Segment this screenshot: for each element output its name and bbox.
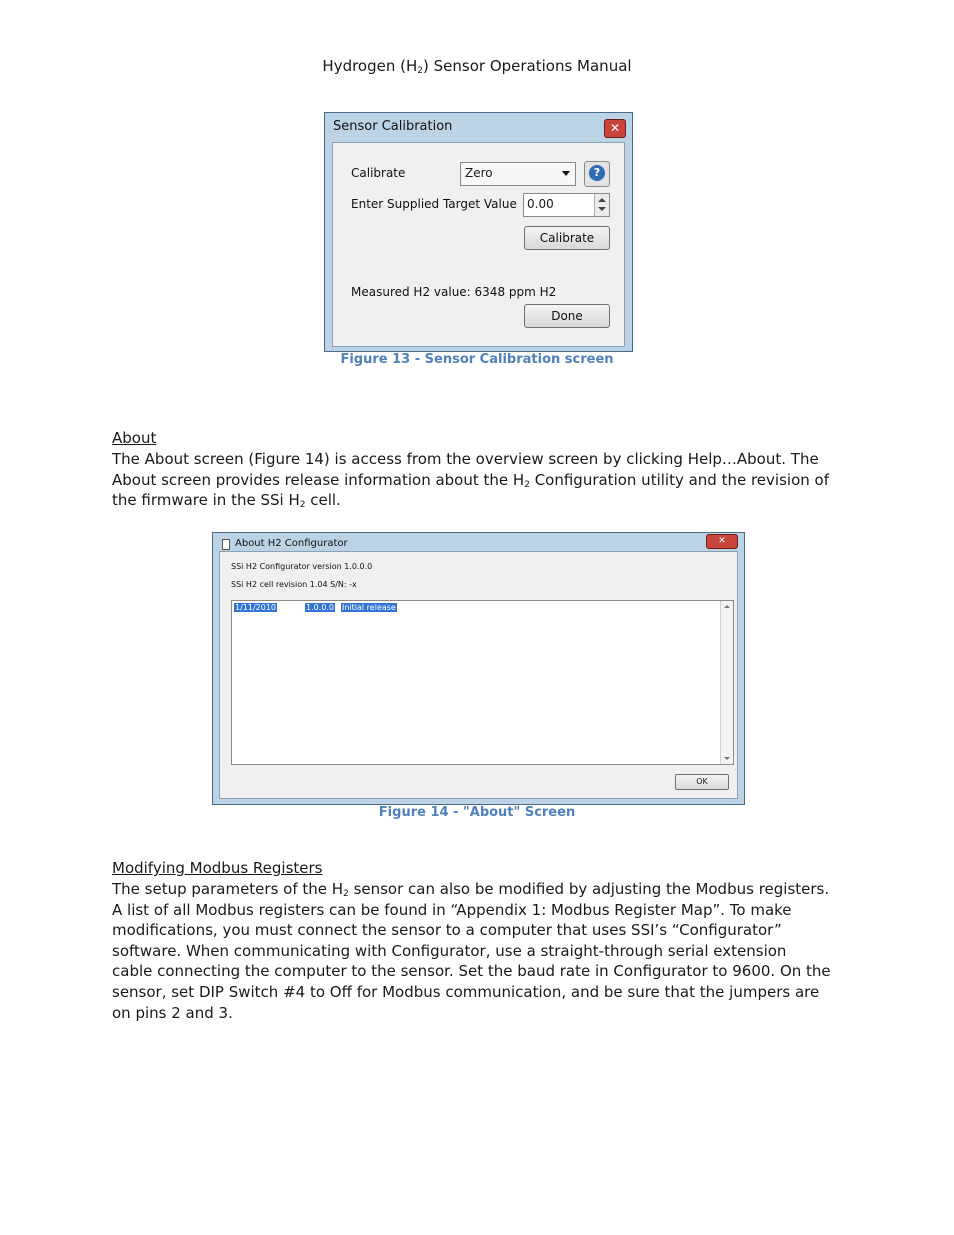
calibrate-button[interactable]: Calibrate bbox=[524, 226, 610, 250]
document-header: Hydrogen $(H_2)$ Sensor Operations Manual bbox=[322, 57, 632, 76]
close-icon[interactable]: ✕ bbox=[706, 534, 738, 549]
done-button[interactable]: Done bbox=[524, 304, 610, 328]
close-icon[interactable]: ✕ bbox=[604, 119, 626, 138]
modbus-line-7: on pins 2 and 3. bbox=[112, 1003, 233, 1022]
modbus-line-6: sensor, set DIP Switch #4 to Off for Modbus communication, and be sure that the jumpers are bbox=[112, 982, 820, 1001]
release-date: 1/11/2010 bbox=[235, 603, 277, 612]
cell-revision-text: SSi H2 cell revision 1.04 S/N: -x bbox=[231, 580, 357, 589]
dialog-client-area bbox=[332, 142, 625, 347]
release-history-list[interactable] bbox=[231, 600, 734, 765]
spin-down-icon[interactable] bbox=[598, 207, 606, 211]
help-button[interactable] bbox=[584, 161, 610, 187]
about-line-3: the firmware in the SSi $H_2$ cell. bbox=[112, 491, 341, 511]
modbus-line-3: modifications, you must connect the sensor to a computer that uses SSI’s “Configurator” bbox=[112, 921, 782, 940]
vertical-scrollbar[interactable] bbox=[720, 601, 733, 764]
help-icon: ? bbox=[589, 165, 605, 181]
spin-up-icon[interactable] bbox=[598, 198, 606, 202]
modbus-line-2: A list of all Modbus registers can be found in “Appendix 1: Modbus Register Map”. To make bbox=[112, 900, 792, 919]
about-heading: About bbox=[112, 429, 157, 447]
app-icon bbox=[222, 539, 230, 550]
figure-13-caption: Figure 13 - Sensor Calibration screen bbox=[340, 352, 614, 367]
ok-button[interactable]: OK bbox=[675, 774, 729, 790]
about-dialog bbox=[212, 532, 745, 805]
modbus-line-1: The setup parameters of the $H_2$ sensor can also be modified by adjusting the Modbus registers. bbox=[112, 880, 830, 899]
scroll-down-icon[interactable] bbox=[724, 757, 730, 760]
calibrate-select[interactable] bbox=[460, 162, 576, 186]
about-line-1: The About screen (Figure 14) is access from the overview screen by clicking Help…About. The bbox=[112, 450, 819, 468]
about-paragraph bbox=[112, 449, 842, 511]
target-value-label: Enter Supplied Target Value bbox=[351, 197, 517, 211]
modbus-line-4: software. When communicating with Configurator, use a straight-through serial extension bbox=[112, 941, 787, 960]
sensor-calibration-dialog bbox=[324, 112, 633, 352]
modbus-paragraph bbox=[112, 879, 852, 1023]
version-text: SSi H2 Configurator version 1.0.0.0 bbox=[231, 562, 373, 571]
release-version: 1.0.0.0 bbox=[306, 603, 334, 612]
calibrate-select-value: Zero bbox=[465, 166, 493, 180]
modbus-line-5: cable connecting the computer to the sensor. Set the baud rate in Configurator to 9600. On the bbox=[112, 962, 831, 981]
spin-buttons[interactable] bbox=[594, 194, 609, 216]
scroll-up-icon[interactable] bbox=[724, 605, 730, 608]
release-note: Initial release bbox=[342, 603, 396, 612]
calibrate-label: Calibrate bbox=[351, 166, 406, 180]
chevron-down-icon bbox=[562, 171, 570, 176]
about-dialog-title: About H2 Configurator bbox=[235, 538, 348, 549]
modbus-heading: Modifying Modbus Registers bbox=[112, 859, 323, 877]
dialog-title: Sensor Calibration bbox=[333, 119, 453, 134]
target-value-input[interactable] bbox=[523, 193, 610, 217]
about-line-2: About screen provides release information about the $H_2$ Configuration utility and the revision of bbox=[112, 470, 829, 490]
measured-value-text: Measured H2 value: 6348 ppm H2 bbox=[351, 285, 557, 299]
figure-14-caption: Figure 14 - "About" Screen bbox=[378, 805, 576, 820]
about-client-area bbox=[219, 551, 738, 799]
target-value-text: 0.00 bbox=[527, 197, 554, 211]
